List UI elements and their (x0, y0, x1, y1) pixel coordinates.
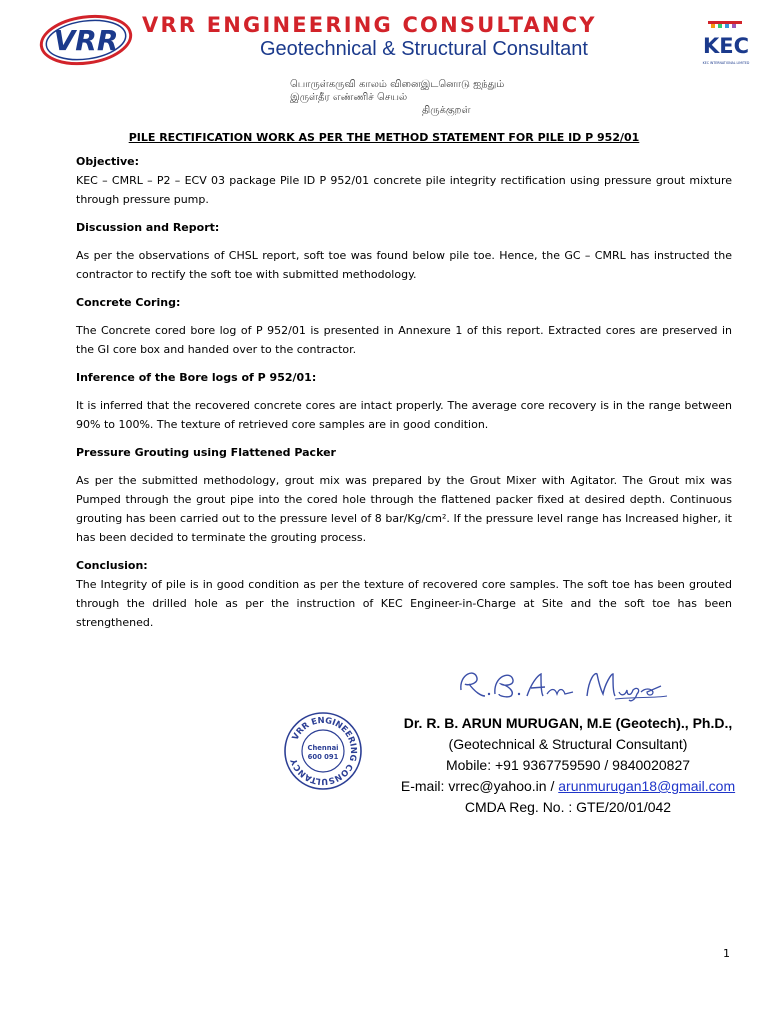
kural-source: திருக்குறள் (422, 105, 471, 116)
signatory-role: (Geotechnical & Structural Consultant) (448, 736, 688, 752)
signatory-name: Dr. R. B. ARUN MURUGAN, M.E (Geotech)., Ph.D., (403, 715, 733, 731)
company-seal (283, 711, 363, 791)
kural-line-2: இருள்தீர எண்ணிச் செயல் (290, 92, 408, 103)
signatory-email-line (392, 776, 744, 797)
letterhead (38, 12, 750, 70)
section-heading: Objective: (76, 155, 140, 168)
svg-text:KEC: KEC (702, 34, 750, 58)
company-tagline: Geotechnical & Structural Consultant (260, 38, 588, 60)
section-body: It is inferred that the recovered concrete cores are intact properly. The average core recovery is in the range between 90% to 100%. The texture of retrieved core samples are in good condition. (76, 399, 732, 431)
report-body (76, 152, 732, 632)
section-heading: Pressure Grouting using Flattened Packer (76, 446, 336, 459)
page-number: 1 (723, 947, 730, 960)
kural-line-1: பொருள்கருவி காலம் வினைஇடனொடு ஐந்தும் (290, 79, 505, 90)
section-body: As per the observations of CHSL report, soft toe was found below pile toe. Hence, the GC – CMRL has instructed the contractor to rectify the soft toe with submitted methodology. (76, 249, 732, 281)
company-name: VRR ENGINEERING CONSULTANCY (142, 13, 597, 37)
thirukkural-quote (290, 78, 504, 117)
svg-text:VRR: VRR (53, 24, 119, 57)
signatory-mobile: Mobile: +91 9367759590 / 9840020827 (445, 757, 691, 773)
email-link[interactable]: arunmurugan18@gmail.com (558, 778, 736, 794)
section-body: The Concrete cored bore log of P 952/01 is presented in Annexure 1 of this report. Extracted cores are preserved in the GI core box and handed over to the contractor. (76, 324, 732, 356)
signatory-block (392, 713, 744, 818)
svg-text:KEC INTERNATIONAL LIMITED: KEC INTERNATIONAL LIMITED (702, 61, 750, 65)
registration-number: CMDA Reg. No. : GTE/20/01/042 (464, 799, 672, 815)
section-heading: Inference of the Bore logs of P 952/01: (76, 371, 317, 384)
svg-text:VRR ENGINEERING CONSULTANCY: VRR ENGINEERING CONSULTANCY (288, 714, 360, 788)
section-body: As per the submitted methodology, grout mix was prepared by the Grout Mixer with Agitator. The Grout mix was Pumped through the grout pipe into the cored hole through the flattened packer fixed at desired depth. Continuous grouting has been carried out to the pressure level of 8 bar/Kg/cm². If the pressure level range has Increased higher, it has been decided to terminate the grouting process. (76, 474, 732, 544)
email-prefix: E-mail: vrrec@yahoo.in / (400, 778, 559, 794)
svg-text:Chennai: Chennai (307, 744, 339, 752)
section-body: KEC – CMRL – P2 – ECV 03 package Pile ID P 952/01 concrete pile integrity rectification using pressure grout mixture through pressure pump. (76, 174, 732, 206)
section-body: The Integrity of pile is in good condition as per the texture of recovered core samples. The soft toe has been grouted through the drilled hole as per the instruction of KEC Engineer-in-Charge at Site and the soft toe has been strengthened. (76, 578, 732, 629)
document-title: PILE RECTIFICATION WORK AS PER THE METHOD STATEMENT FOR PILE ID P 952/01 (128, 131, 640, 144)
kec-logo (702, 20, 750, 68)
vrr-logo (38, 12, 134, 66)
section-heading: Discussion and Report: (76, 221, 220, 234)
svg-text:600 091: 600 091 (307, 753, 339, 761)
section-heading: Conclusion: (76, 559, 148, 572)
handwritten-signature (455, 666, 670, 702)
section-heading: Concrete Coring: (76, 296, 181, 309)
